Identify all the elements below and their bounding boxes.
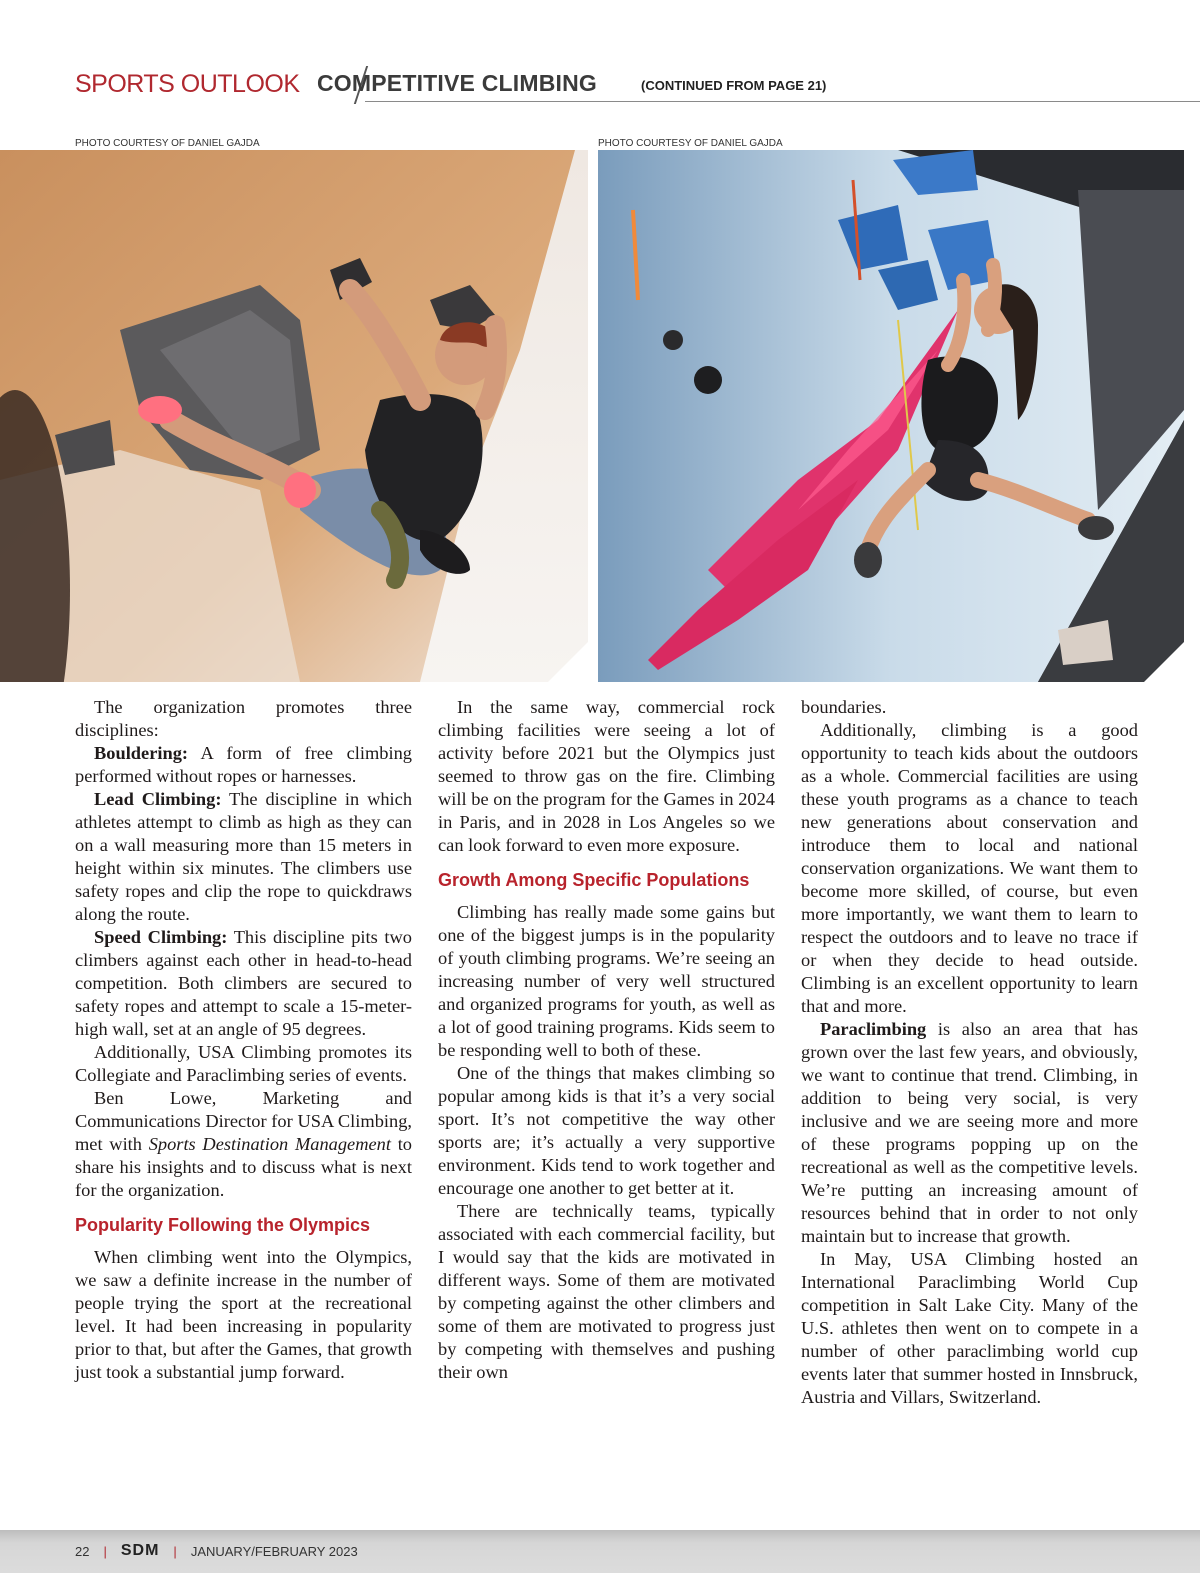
paragraph: When climbing went into the Olympics, we saw a definite increase in the number of people trying the sport at the recreational level. It had been increasing in popularity prior to that, but after the Games, that growth just took a substantial jump forward. xyxy=(75,1247,412,1382)
term-paraclimbing: Paraclimbing xyxy=(820,1019,927,1039)
paragraph: Additionally, climbing is a good opportunity to teach kids about the outdoors as a whole. Commercial facilities are using these youth programs as a chance to teach new generations about conservation and introduce them to local and national conservation organizations. We want them to become more skilled, of course, but even more importantly, we want them to learn to respect the outdoors and to leave no trace if or when they decide to head outside. Climbing is an excellent opportunity to learn that and more. xyxy=(801,720,1138,1016)
term-bouldering: Bouldering: xyxy=(94,743,189,763)
paragraph-paraclimbing: Paraclimbing is also an area that has grown over the last few years, and obviously, we want to continue that trend. Climbing, in addition to being very social, is very inclusive and we are seeing more and more of these programs popping up on the recreational as well as the competitive levels. We’re putting an increasing amount of resources behind that in order to not only maintain but to increase that growth. xyxy=(801,1019,1138,1246)
paragraph: There are technically teams, typically associated with each commercial facility, but I would say that the kids are motivated in different ways. Some of them are motivated by competing against the other climbers and some of them are motivated to progress just by competing with themselves and pushing their own xyxy=(438,1201,775,1382)
paragraph-speed-climbing: Speed Climbing: This discipline pits two climbers against each other in head-to-head competition. Both climbers are secured to safety ropes and attempt to scale a 15-meter-high wall, set at an angle of 95 degrees. xyxy=(75,927,413,1039)
paragraph: The organization promotes three disciplines: xyxy=(75,697,412,740)
article-title: COMPETITIVE CLIMBING xyxy=(317,70,597,96)
photo-credit-left: PHOTO COURTESY OF DANIEL GAJDA xyxy=(75,138,260,149)
publication-name: Sports Destination Management xyxy=(148,1134,391,1154)
continued-note: (CONTINUED FROM PAGE 21) xyxy=(641,78,827,93)
paragraph-lead-climbing: Lead Climbing: The discipline in which athletes attempt to climb as high as they can on a wall measuring more than 15 meters in height within six minutes. The climbers use safety ropes and clip the rope to quickdraws along the route. xyxy=(75,789,413,924)
text-column-2 xyxy=(438,696,775,1384)
section-label: SPORTS OUTLOOK xyxy=(75,70,300,98)
paragraph: Climbing has really made some gains but one of the biggest jumps is in the popularity of youth climbing programs. We’re seeing an increasing number of very well structured and organized programs for youth, as well as a lot of good training programs. Kids seem to be responding well to both of these. xyxy=(438,902,775,1060)
footer-separator: | xyxy=(173,1543,177,1559)
photo-lead-climbing-image xyxy=(598,150,1184,682)
paragraph: boundaries. xyxy=(801,697,887,717)
photo-credit-right: PHOTO COURTESY OF DANIEL GAJDA xyxy=(598,138,783,149)
paragraph: In May, USA Climbing hosted an International Paraclimbing World Cup competition in Salt Lake City. Many of the U.S. athletes then went on to compete in a number of other paraclimbing world cup events later that summer hosted in Innsbruck, Austria and Villars, Switzerland. xyxy=(801,1249,1138,1407)
issue-date: JANUARY/FEBRUARY 2023 xyxy=(190,1543,358,1559)
page-header xyxy=(75,64,1200,104)
subheading-growth: Growth Among Specific Populations xyxy=(438,870,750,890)
page-footer xyxy=(0,1530,1200,1573)
header-rule xyxy=(365,101,1200,102)
footer-separator: | xyxy=(103,1543,107,1559)
page-number: 22 xyxy=(75,1543,90,1559)
paragraph: Ben Lowe, Marketing and Communications Director for USA Climbing, met with Sports Destination Management to share his insights and to discuss what is next for the organization. xyxy=(75,1088,413,1200)
magazine-logo: SDM xyxy=(120,1542,160,1559)
photo-bouldering xyxy=(0,150,588,682)
text-column-3 xyxy=(801,696,1138,1409)
paragraph: In the same way, commercial rock climbing facilities were seeing a lot of activity before 2021 but the Olympics just seemed to throw gas on the fire. Climbing will be on the program for the Games in 2024 in Paris, and in 2028 in Los Angeles so we can look forward to even more exposure. xyxy=(438,697,775,855)
photo-bouldering-image xyxy=(0,150,588,682)
photo-lead-climbing xyxy=(598,150,1184,682)
paragraph-bouldering: Bouldering: A form of free climbing performed without ropes or harnesses. xyxy=(75,743,412,786)
term-speed-climbing: Speed Climbing: xyxy=(94,927,228,947)
paragraph: One of the things that makes climbing so popular among kids is that it’s a very social sport. It’s not competitive the way other sports are; it’s actually a very supportive environment. Kids tend to work together and encourage one another to get better at it. xyxy=(438,1063,775,1198)
paragraph: Additionally, USA Climbing promotes its Collegiate and Paraclimbing series of events. xyxy=(75,1042,412,1085)
term-lead-climbing: Lead Climbing: xyxy=(94,789,222,809)
subheading-popularity: Popularity Following the Olympics xyxy=(75,1215,371,1235)
text-column-1 xyxy=(75,696,412,1384)
